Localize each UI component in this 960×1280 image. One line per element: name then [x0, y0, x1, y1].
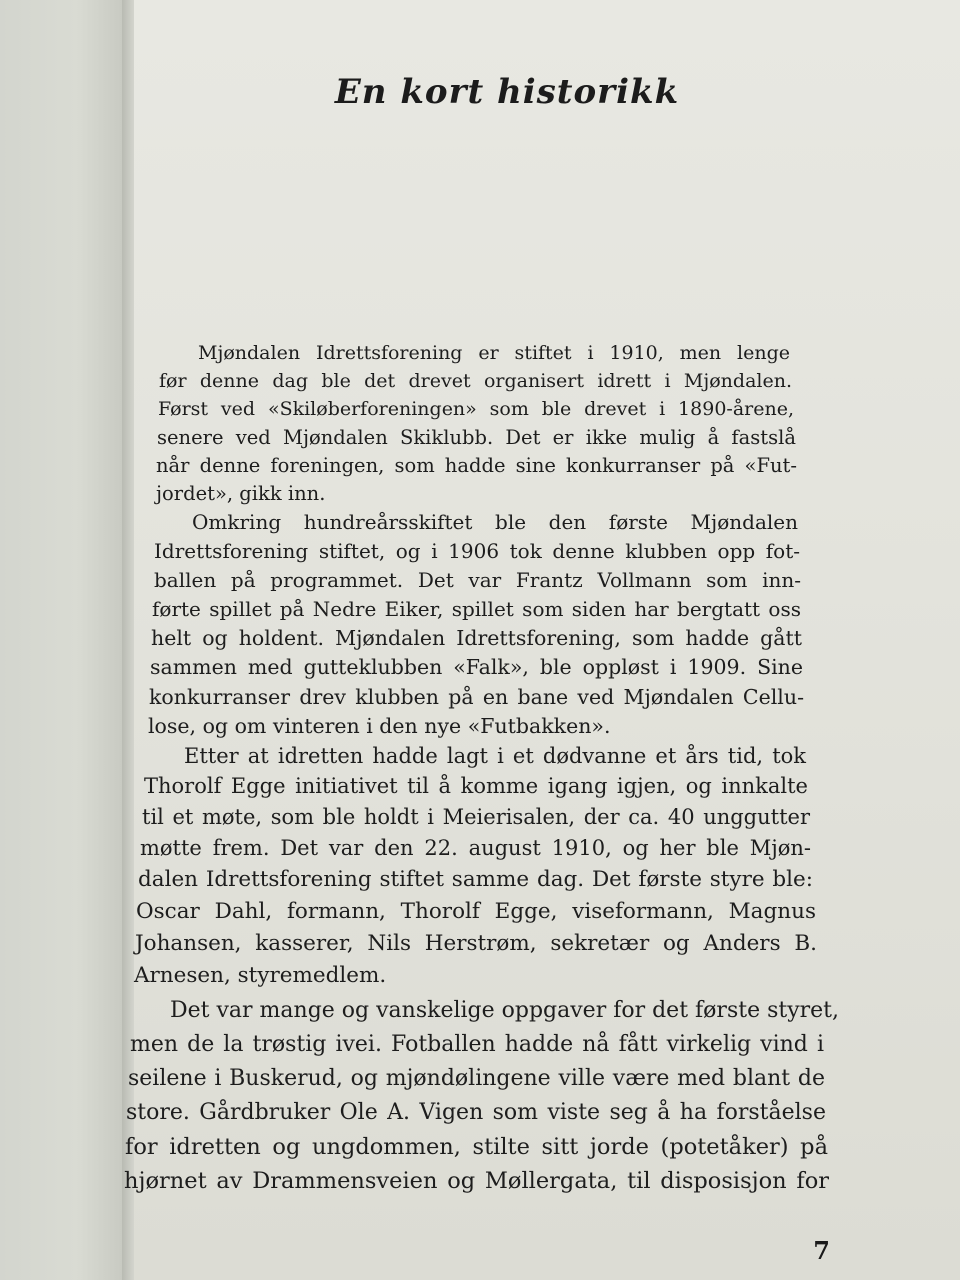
text-line: førte spillet på Nedre Eiker, spillet som siden har bergtatt oss: [152, 597, 801, 621]
text-line: hjørnet av Drammensveien og Møllergata, til disposisjon for: [124, 1168, 829, 1194]
page-number: 7: [813, 1236, 830, 1265]
text-line: helt og holdent. Mjøndalen Idrettsforening, som hadde gått: [151, 626, 802, 650]
text-line: når denne foreningen, som hadde sine konkurranser på «Fut-: [156, 454, 797, 477]
text-line: før denne dag ble det drevet organisert idrett i Mjøndalen.: [159, 370, 792, 392]
text-line: men de la trøstig ivei. Fotballen hadde nå fått virkelig vind i: [130, 1032, 824, 1057]
text-line: Det var mange og vanskelige oppgaver for det første styret,: [170, 998, 840, 1023]
text-line: for idretten og ungdommen, stilte sitt jorde (potetåker) på: [125, 1134, 828, 1160]
text-line: Arnesen, styremedlem.: [134, 963, 387, 988]
page-title: En kort historikk: [334, 72, 680, 112]
text-line: Oscar Dahl, formann, Thorolf Egge, viseformann, Magnus: [136, 899, 816, 924]
text-line: Thorolf Egge initiativet til å komme igang igjen, og innkalte: [144, 774, 808, 798]
body-text: [124, 0, 960, 1280]
text-line: sammen med gutteklubben «Falk», ble oppløst i 1909. Sine: [150, 655, 803, 679]
text-line: Mjøndalen Idrettsforening er stiftet i 1910, men lenge: [198, 342, 790, 364]
text-line: senere ved Mjøndalen Skiklubb. Det er ikke mulig å fastslå: [157, 426, 796, 449]
text-line: Først ved «Skiløberforeningen» som ble drevet i 1890-årene,: [158, 398, 794, 420]
text-line: Omkring hundreårsskiftet ble den første Mjøndalen: [192, 510, 798, 534]
text-line: Idrettsforening stiftet, og i 1906 tok denne klubben opp fot-: [154, 539, 800, 563]
text-line: konkurranser drev klubben på en bane ved Mjøndalen Cellu-: [149, 685, 804, 709]
book-page: [124, 0, 960, 1280]
text-line: lose, og om vinteren i den nye «Futbakken».: [148, 714, 611, 738]
text-line: store. Gårdbruker Ole A. Vigen som viste seg å ha forståelse: [126, 1100, 826, 1125]
left-page-edge: [0, 0, 128, 1280]
text-line: ballen på programmet. Det var Frantz Vollmann som inn-: [154, 568, 801, 592]
text-line: jordet», gikk inn.: [156, 482, 326, 505]
text-line: Etter at idretten hadde lagt i et dødvanne et års tid, tok: [184, 744, 806, 768]
text-line: seilene i Buskerud, og mjøndølingene ville være med blant de: [128, 1066, 825, 1091]
text-line: Johansen, kasserer, Nils Herstrøm, sekretær og Anders B.: [135, 931, 817, 956]
text-line: dalen Idrettsforening stiftet samme dag. Det første styre ble:: [138, 867, 813, 892]
text-line: møtte frem. Det var den 22. august 1910, og her ble Mjøn-: [140, 836, 811, 860]
text-line: til et møte, som ble holdt i Meierisalen, der ca. 40 unggutter: [142, 805, 810, 829]
